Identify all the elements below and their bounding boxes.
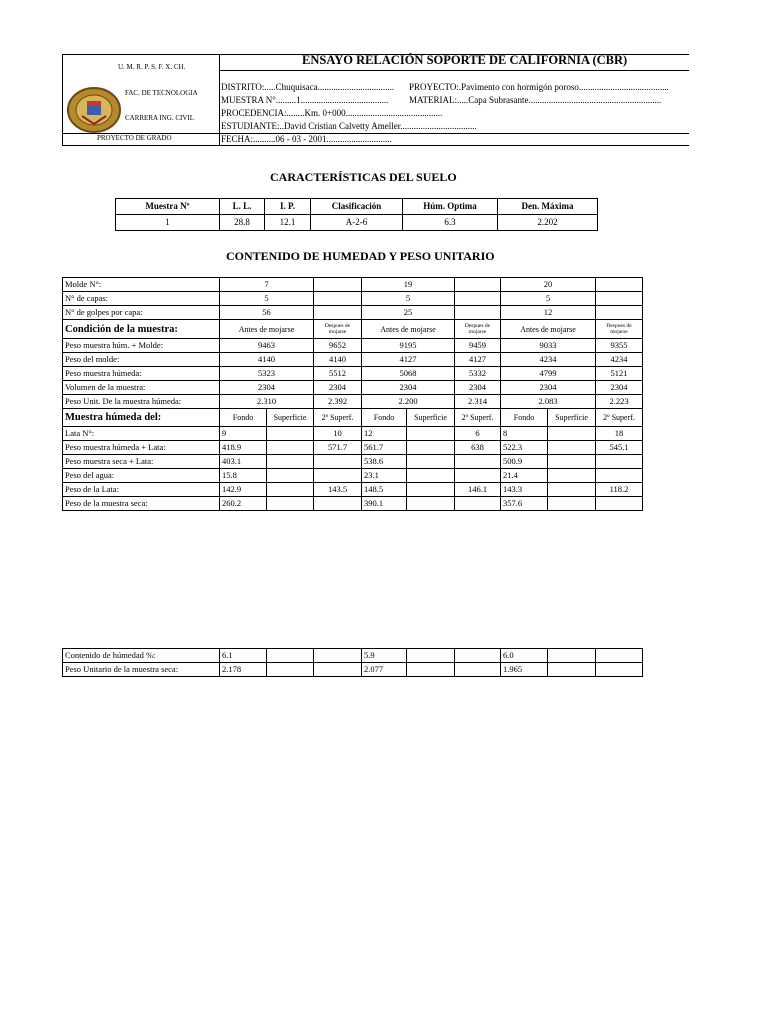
mold-row [63, 278, 643, 292]
table-cell [267, 663, 314, 677]
table-cell [455, 469, 501, 483]
table-cell: 20 [501, 278, 596, 292]
table-cell: Despues de mojarse [596, 320, 643, 339]
table-cell [455, 497, 501, 511]
table-cell: 9 [220, 427, 267, 441]
procedencia-field: PROCEDENCIA:........Km. 0+000........................................... [221, 108, 443, 118]
table-cell: Peso muestra húmeda + Lata: [63, 441, 220, 455]
table-cell: Peso del agua: [63, 469, 220, 483]
table-cell [548, 427, 596, 441]
fecha-field: FECHA:..........06 - 03 - 2001............................. [221, 134, 392, 144]
table-cell: 545.1 [596, 441, 643, 455]
table-cell: 1.965 [501, 663, 548, 677]
empty-cell [455, 292, 501, 306]
table-cell: 4127 [455, 353, 501, 367]
table-cell [548, 483, 596, 497]
table-cell [407, 497, 455, 511]
table-cell: Despues de mojarse [455, 320, 501, 339]
table-cell: Peso Unitario de la muestra seca: [63, 663, 220, 677]
project-label: PROYECTO DE GRADO [97, 134, 172, 142]
table-cell: 5332 [455, 367, 501, 381]
table-cell [267, 649, 314, 663]
soil-header-cell: Clasificación [311, 199, 403, 215]
empty-cell [455, 278, 501, 292]
table-cell: 143.3 [501, 483, 548, 497]
table-cell [407, 455, 455, 469]
table-cell: 9033 [501, 339, 596, 353]
table-cell: 7 [220, 278, 314, 292]
empty-cell [314, 292, 362, 306]
table-cell: N° de golpes por capa: [63, 306, 220, 320]
material-field: MATERIAL:.....Capa Subrasante........................................................... [409, 95, 662, 105]
table-cell [548, 469, 596, 483]
table-cell: Peso Unit. De la muestra húmeda: [63, 395, 220, 409]
table-cell [407, 441, 455, 455]
proyecto-field: PROYECTO:.Pavimento con hormigón poroso........................................ [409, 82, 669, 92]
table-cell [455, 663, 501, 677]
table-cell [407, 427, 455, 441]
table-cell: Molde N°: [63, 278, 220, 292]
table-cell: 9355 [596, 339, 643, 353]
university-name: U. M. R. P. S. F. X. CH. [118, 63, 186, 71]
wet-sample-header-row [63, 409, 643, 427]
soil-table [115, 198, 598, 231]
table-cell: 9652 [314, 339, 362, 353]
soil-value-cell: A-2-6 [311, 215, 403, 231]
table-cell [314, 649, 362, 663]
table-cell [596, 663, 643, 677]
soil-header-cell: I. P. [265, 199, 311, 215]
university-seal-logo [66, 86, 122, 134]
summary-row [63, 663, 643, 677]
table-cell: 4140 [314, 353, 362, 367]
layers-row [63, 292, 643, 306]
table-cell [596, 469, 643, 483]
report-title: ENSAYO RELACIÓN SOPORTE DE CALIFORNIA (CBR) [302, 53, 628, 67]
table-cell: 2º Superf. [314, 409, 362, 427]
table-cell: 25 [362, 306, 455, 320]
faculty-name: FAC. DE TECNOLOGIA [125, 89, 198, 97]
soil-value-row [116, 215, 598, 231]
table-cell: N° de capas: [63, 292, 220, 306]
empty-cell [314, 306, 362, 320]
table-cell: 357.6 [501, 497, 548, 511]
table-cell: 538.6 [362, 455, 407, 469]
blows-row [63, 306, 643, 320]
table-cell [267, 427, 314, 441]
table-cell: 2304 [501, 381, 596, 395]
table-cell: 6.0 [501, 649, 548, 663]
summary-row [63, 649, 643, 663]
distrito-field: DISTRITO:.....Chuquisaca.................................. [221, 82, 395, 92]
soil-header-cell: Den. Máxima [498, 199, 598, 215]
table-cell: 2º Superf. [596, 409, 643, 427]
table-cell: 522.3 [501, 441, 548, 455]
table-cell [548, 649, 596, 663]
soil-header-cell: Húm. Optima [403, 199, 498, 215]
table-cell: 6 [455, 427, 501, 441]
table-cell: 5068 [362, 367, 455, 381]
table-cell [267, 469, 314, 483]
table-cell: Antes de mojarse [362, 320, 455, 339]
table-cell: Fondo [362, 409, 407, 427]
table-cell: 390.1 [362, 497, 407, 511]
table-cell: Despues de mojarse [314, 320, 362, 339]
table-cell [267, 441, 314, 455]
table-cell: 6.1 [220, 649, 267, 663]
career-name: CARRERA ING. CIVIL [125, 114, 195, 122]
table-cell: 12 [362, 427, 407, 441]
table-cell: 418.9 [220, 441, 267, 455]
table-cell: Superficie [407, 409, 455, 427]
empty-cell [596, 306, 643, 320]
table-cell: 638 [455, 441, 501, 455]
soil-value-cell: 12.1 [265, 215, 311, 231]
table-cell: Peso muestra húmeda: [63, 367, 220, 381]
table-cell: 260.2 [220, 497, 267, 511]
weight-row [63, 381, 643, 395]
table-cell [267, 497, 314, 511]
table-cell: 2304 [455, 381, 501, 395]
table-cell: 143.5 [314, 483, 362, 497]
table-cell [314, 497, 362, 511]
condition-row [63, 320, 643, 339]
soil-header-cell: Muestra Nº [116, 199, 220, 215]
table-cell: 2304 [314, 381, 362, 395]
table-cell: Antes de mojarse [220, 320, 314, 339]
table-cell: 142.9 [220, 483, 267, 497]
table-cell [314, 455, 362, 469]
estudiante-field: ESTUDIANTE:..David Cristian Calvetty Ameller.................................. [221, 121, 477, 131]
wet-sample-row [63, 497, 643, 511]
table-cell: 118.2 [596, 483, 643, 497]
table-cell: 5323 [220, 367, 314, 381]
table-cell: 10 [314, 427, 362, 441]
table-cell: 21.4 [501, 469, 548, 483]
wet-sample-row [63, 483, 643, 497]
table-cell: 148.5 [362, 483, 407, 497]
table-cell: 2.223 [596, 395, 643, 409]
wet-sample-row [63, 455, 643, 469]
table-cell [596, 455, 643, 469]
table-cell [548, 455, 596, 469]
table-cell: 2.314 [455, 395, 501, 409]
table-cell: Superficie [548, 409, 596, 427]
table-cell: 4127 [362, 353, 455, 367]
table-cell: 23.1 [362, 469, 407, 483]
table-cell: 12 [501, 306, 596, 320]
weight-row [63, 395, 643, 409]
table-cell: 9195 [362, 339, 455, 353]
table-cell: Peso de la Lata: [63, 483, 220, 497]
table-cell: 403.1 [220, 455, 267, 469]
table-cell: Peso muestra seca + Lata: [63, 455, 220, 469]
weight-row [63, 339, 643, 353]
table-cell: Muestra húmeda del: [63, 409, 220, 427]
table-cell: 5 [362, 292, 455, 306]
wet-sample-row [63, 427, 643, 441]
table-cell [548, 497, 596, 511]
table-cell: 2.178 [220, 663, 267, 677]
table-cell [407, 483, 455, 497]
table-cell: Superficie [267, 409, 314, 427]
weight-row [63, 367, 643, 381]
table-cell: 2304 [220, 381, 314, 395]
muestra-field: MUESTRA N°.........1....................................... [221, 95, 389, 105]
table-cell: Contenido de húmedad %: [63, 649, 220, 663]
table-cell: 5.9 [362, 649, 407, 663]
table-cell: 8 [501, 427, 548, 441]
empty-cell [314, 278, 362, 292]
table-cell: 2304 [362, 381, 455, 395]
table-cell: 9459 [455, 339, 501, 353]
table-cell [455, 455, 501, 469]
soil-value-cell: 1 [116, 215, 220, 231]
soil-section-title: CARACTERÍSTICAS DEL SUELO [270, 170, 457, 184]
empty-cell [596, 292, 643, 306]
table-cell [455, 649, 501, 663]
table-cell [314, 469, 362, 483]
table-cell: Condición de la muestra: [63, 320, 220, 339]
table-cell: 5 [220, 292, 314, 306]
table-cell [314, 663, 362, 677]
table-cell: 18 [596, 427, 643, 441]
table-cell: Lata N°: [63, 427, 220, 441]
table-cell: 146.1 [455, 483, 501, 497]
table-cell: 4234 [596, 353, 643, 367]
table-cell [596, 649, 643, 663]
table-cell: 2.077 [362, 663, 407, 677]
table-cell [267, 483, 314, 497]
table-cell: 5121 [596, 367, 643, 381]
table-cell [596, 497, 643, 511]
table-cell: 56 [220, 306, 314, 320]
table-cell: 5 [501, 292, 596, 306]
table-cell: 9463 [220, 339, 314, 353]
table-cell: 4234 [501, 353, 596, 367]
soil-value-cell: 2.202 [498, 215, 598, 231]
table-cell: 15.8 [220, 469, 267, 483]
wet-sample-row [63, 469, 643, 483]
table-cell: Volumen de la muestra: [63, 381, 220, 395]
empty-cell [455, 306, 501, 320]
table-cell [407, 663, 455, 677]
summary-table [62, 648, 643, 677]
weight-row [63, 353, 643, 367]
table-cell: Peso de la muestra seca: [63, 497, 220, 511]
empty-cell [596, 278, 643, 292]
table-cell: 571.7 [314, 441, 362, 455]
table-cell [548, 663, 596, 677]
table-cell: 2.083 [501, 395, 596, 409]
table-cell: 2.200 [362, 395, 455, 409]
table-cell: 4799 [501, 367, 596, 381]
table-cell: Peso del molde: [63, 353, 220, 367]
table-cell: 2º Superf. [455, 409, 501, 427]
table-cell: Antes de mojarse [501, 320, 596, 339]
table-cell: 561.7 [362, 441, 407, 455]
table-cell [407, 469, 455, 483]
table-cell: 4140 [220, 353, 314, 367]
table-cell: 5512 [314, 367, 362, 381]
table-cell: 2304 [596, 381, 643, 395]
table-cell: Fondo [501, 409, 548, 427]
soil-value-cell: 28.8 [220, 215, 265, 231]
wet-sample-row [63, 441, 643, 455]
table-cell [548, 441, 596, 455]
humidity-table [62, 277, 643, 511]
table-cell: 19 [362, 278, 455, 292]
soil-header-cell: L. L. [220, 199, 265, 215]
humidity-section-title: CONTENIDO DE HUMEDAD Y PESO UNITARIO [226, 249, 495, 263]
table-cell [267, 455, 314, 469]
table-cell: Peso muestra húm. + Molde: [63, 339, 220, 353]
table-cell [407, 649, 455, 663]
soil-header-row [116, 199, 598, 215]
table-cell: Fondo [220, 409, 267, 427]
table-cell: 500.9 [501, 455, 548, 469]
table-cell: 2.310 [220, 395, 314, 409]
soil-value-cell: 6.3 [403, 215, 498, 231]
table-cell: 2.392 [314, 395, 362, 409]
